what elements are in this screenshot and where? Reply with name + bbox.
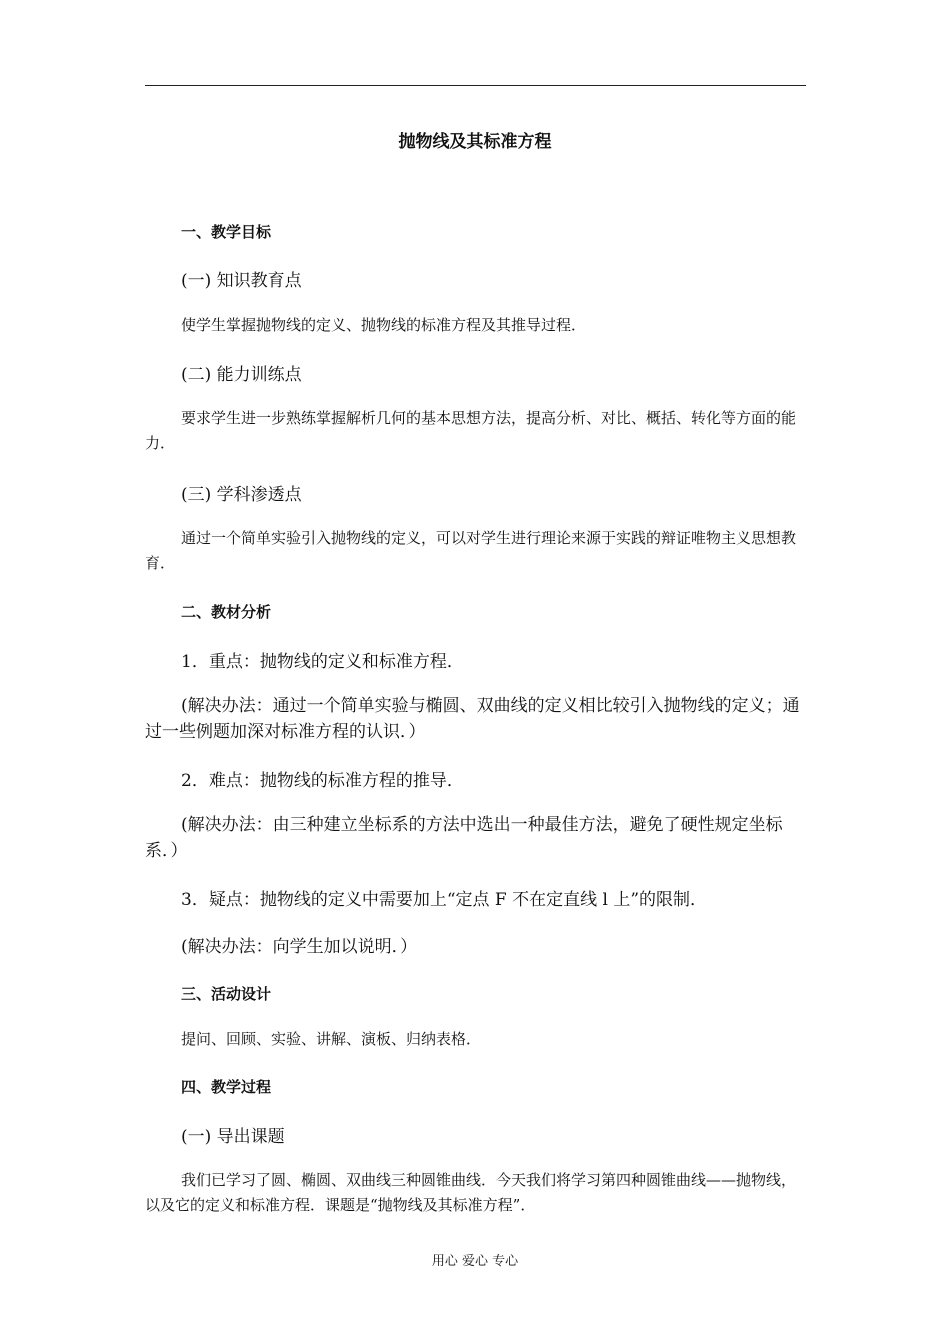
section-heading-objectives: 一、教学目标 [181,223,272,241]
paragraph-activities: 提问、回顾、实验、讲解、演板、归纳表格． [181,1030,482,1048]
page-title: 抛物线及其标准方程 [398,132,552,152]
paragraph-introduce-topic: 我们已学习了圆、椭圆、双曲线三种圆锥曲线．今天我们将学习第四种圆锥曲线——抛物线，以及它的定义和标准方程．课题是“抛物线及其标准方程”． [145,1171,797,1214]
subheading-ability: (二) 能力训练点 [181,365,302,385]
paragraph-ability: 要求学生进一步熟练掌握解析几何的基本思想方法，提高分析、对比、概括、转化等方面的能力． [145,409,797,452]
paragraph-knowledge: 使学生掌握抛物线的定义、抛物线的标准方程及其推导过程． [181,316,587,334]
key-point-2: 2．难点：抛物线的标准方程的推导． [181,771,464,791]
key-point-2-solution: (解决办法：由三种建立坐标系的方法中选出一种最佳方法，避免了硬性规定坐标系．） [145,815,783,861]
key-point-3: 3．疑点：抛物线的定义中需要加上“定点 F 不在定直线 l 上”的限制． [181,890,708,910]
key-point-3-solution: (解决办法：向学生加以说明．） [181,937,418,957]
section-heading-analysis: 二、教材分析 [181,603,272,621]
section-heading-process: 四、教学过程 [181,1078,272,1096]
key-point-1-solution: (解决办法：通过一个简单实验与椭圆、双曲线的定义相比较引入抛物线的定义；通过一些例题加深对标准方程的认识．） [145,696,800,742]
subheading-discipline: (三) 学科渗透点 [181,485,302,505]
subheading-introduce-topic: (一) 导出课题 [181,1127,285,1147]
page-footer: 用心 爱心 专心 [431,1254,519,1269]
header-rule [145,85,806,86]
section-heading-activities: 三、活动设计 [181,985,272,1003]
subheading-knowledge: (一) 知识教育点 [181,271,302,291]
key-point-1: 1．重点：抛物线的定义和标准方程． [181,652,464,672]
paragraph-discipline: 通过一个简单实验引入抛物线的定义，可以对学生进行理论来源于实践的辩证唯物主义思想教育． [145,529,797,572]
